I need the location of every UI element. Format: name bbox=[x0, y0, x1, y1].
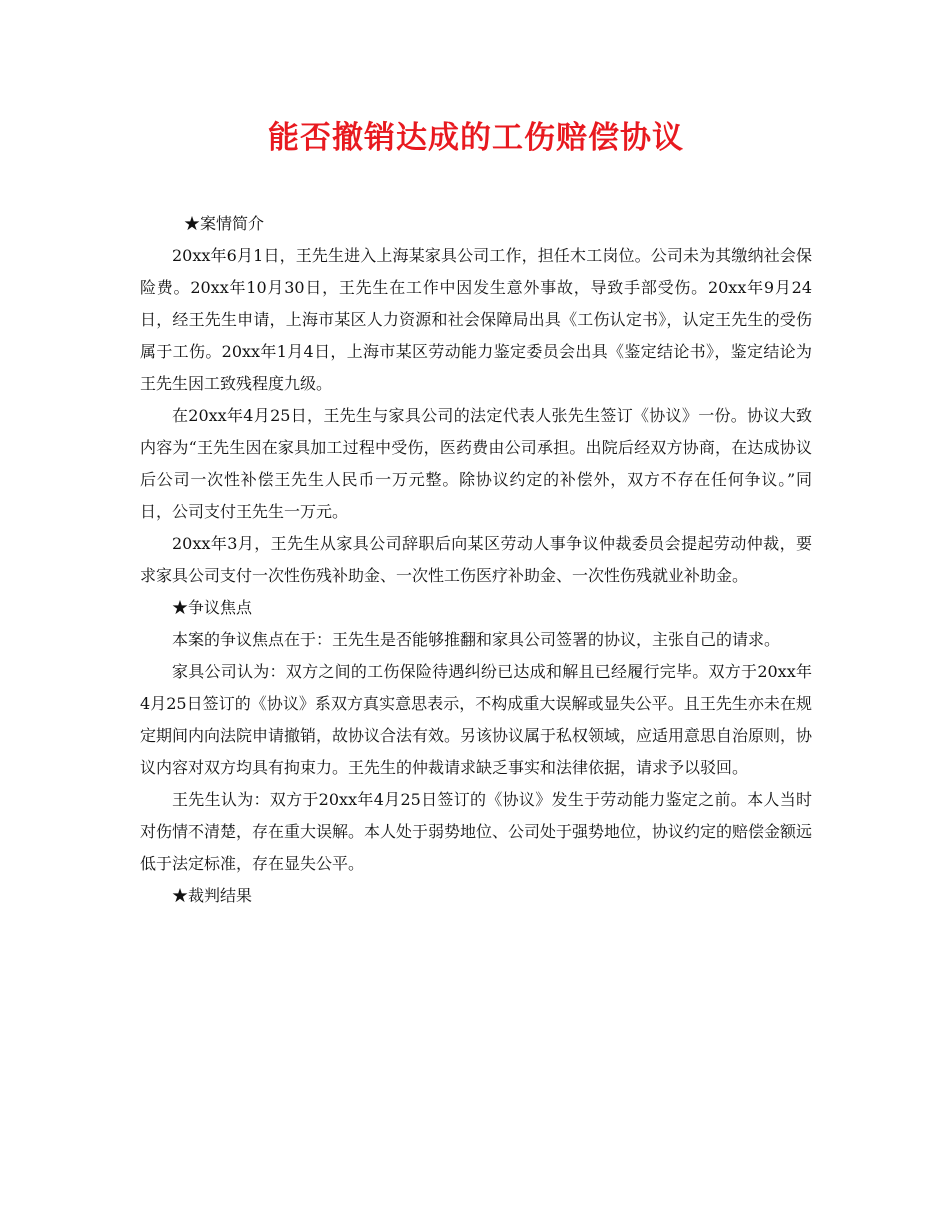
section-heading-case-summary: ★案情简介 bbox=[184, 214, 265, 233]
paragraph-employee-position: 王先生认为：双方于20xx年4月25日签订的《协议》发生于劳动能力鉴定之前。本人当时对伤情不清楚，存在重大误解。本人处于弱势地位、公司处于强势地位，协议约定的赔偿金额远低于法定标准，存在显失公平。 bbox=[140, 790, 813, 873]
paragraph-dispute-focus: 本案的争议焦点在于：王先生是否能够推翻和家具公司签署的协议，主张自己的请求。 bbox=[172, 630, 781, 649]
paragraph-arbitration: 20xx年3月，王先生从家具公司辞职后向某区劳动人事争议仲裁委员会提起劳动仲裁，要求家具公司支付一次性伤残补助金、一次性工伤医疗补助金、一次性伤残就业补助金。 bbox=[140, 534, 812, 585]
document-page bbox=[140, 118, 812, 912]
document-title: 能否撤销达成的工伤赔偿协议 bbox=[268, 120, 684, 156]
section-heading-dispute-focus: ★争议焦点 bbox=[172, 598, 253, 617]
paragraph-agreement: 在20xx年4月25日，王先生与家具公司的法定代表人张先生签订《协议》一份。协议大致内容为“王先生因在家具加工过程中受伤，医药费由公司承担。出院后经双方协商，在达成协议后公司一次性补偿王先生人民币一万元整。除协议约定的补偿外，双方不存在任何争议。”同日，公司支付王先生一万元。 bbox=[140, 406, 812, 521]
section-heading-judgment: ★裁判结果 bbox=[172, 886, 253, 905]
paragraph-case-background: 20xx年6月1日，王先生进入上海某家具公司工作，担任木工岗位。公司未为其缴纳社会保险费。20xx年10月30日，王先生在工作中因发生意外事故，导致手部受伤。20xx年9月24日，经王先生申请，上海市某区人力资源和社会保障局出具《工伤认定书》，认定王先生的受伤属于工伤。20xx年1月4日，上海市某区劳动能力鉴定委员会出具《鉴定结论书》，鉴定结论为王先生因工致残程度九级。 bbox=[140, 246, 812, 393]
paragraph-company-position: 家具公司认为：双方之间的工伤保险待遇纠纷已达成和解且已经履行完毕。双方于20xx年4月25日签订的《协议》系双方真实意思表示，不构成重大误解或显失公平。且王先生亦未在规定期间内向法院申请撤销，故协议合法有效。另该协议属于私权领域，应适用意思自治原则，协议内容对双方均具有拘束力。王先生的仲裁请求缺乏事实和法律依据，请求予以驳回。 bbox=[140, 662, 813, 777]
